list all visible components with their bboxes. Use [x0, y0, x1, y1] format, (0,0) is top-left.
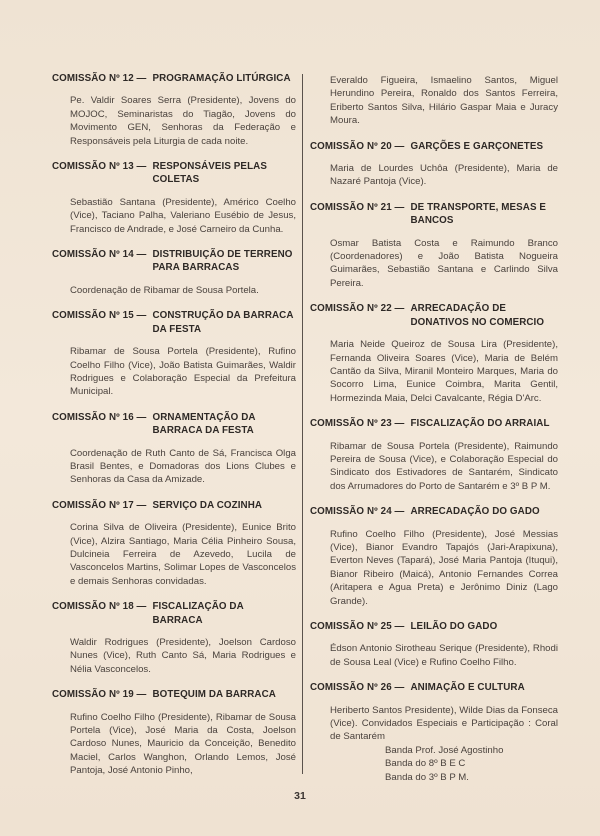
commission-12	[52, 72, 296, 148]
commission-title: ORNAMENTAÇÃO DA BARRACA DA FESTA	[152, 411, 256, 437]
section-heading	[52, 309, 296, 336]
section-heading	[52, 411, 296, 438]
commission-title: DISTRIBUIÇÃO DE TERRENO PARA BARRACAS	[152, 249, 293, 274]
section-heading	[310, 417, 558, 430]
commission-number: COMISSÃO Nº 26 —	[310, 682, 405, 694]
commission-members: Ribamar de Sousa Portela (Presidente), Rufino Coelho Filho (Vice), João Batista Guimarães, Waldir Rodrigues e Colaboração Especial da Prefeitura Municipal.	[70, 346, 296, 398]
commission-title: ARRECADAÇÃO DE DONATIVOS NO COMERCIO	[410, 303, 545, 328]
commission-number: COMISSÃO Nº 15 —	[52, 310, 147, 322]
commission-title: SERVIÇO DA COZINHA	[152, 499, 263, 511]
commission-21	[310, 201, 558, 290]
commission-title: GARÇÕES E GARÇONETES	[410, 140, 544, 152]
commission-members: Corina Silva de Oliveira (Presidente), Eunice Brito (Vice), Alzira Santiago, Maria Célia Pinheiro Sousa, Dulcineia Ferreira de Azevedo, Lucila de Vasconcelos Martins, Solimar Lopes de Vasconcelos e demais Senhoras convidadas.	[70, 522, 296, 587]
commission-18	[52, 600, 296, 676]
participant-item: Banda do 3º B P M.	[385, 771, 469, 783]
commission-19	[52, 688, 296, 777]
section-heading	[310, 302, 558, 329]
commission-members: Rufino Coelho Filho (Presidente), Ribamar de Sousa Portela (Vice), José Maria da Costa, Joelson Cardoso Nunes, Mauricio da Conceição, Benedito Maciel, Carlos Wanghon, Orlando Lemos, José Pantoja, José Antonio Pinho,	[70, 711, 296, 777]
commission-title: ARRECADAÇÃO DO GADO	[410, 506, 540, 518]
commission-title: FISCALIZAÇÃO DA BARRACA	[152, 601, 244, 626]
commission-members-text: Heriberto Santos Presidente), Wilde Dias da Fonseca (Vice). Convidados Especiais e Participação : Coral de Santarém	[330, 704, 558, 743]
page-number: 31	[294, 790, 306, 802]
commission-number: COMISSÃO Nº 16 —	[52, 411, 147, 423]
section-heading	[52, 72, 296, 85]
commission-17	[52, 499, 296, 588]
section-heading	[52, 499, 296, 512]
commission-number: COMISSÃO Nº 12 —	[52, 73, 147, 84]
right-column	[310, 74, 558, 796]
section-heading	[310, 140, 558, 153]
commission-22	[310, 302, 558, 405]
commission-number: COMISSÃO Nº 24 —	[310, 506, 405, 518]
commission-members: Ribamar de Sousa Portela (Presidente), Raimundo Pereira de Sousa (Vice), e Colaboração Especial do Sindicato dos Estivadores de Santarém, Sindicato dos Arrumadores do Porto de Santarém e 3º B P M.	[330, 440, 558, 492]
commission-number: COMISSÃO Nº 22 —	[310, 303, 405, 315]
commission-number: COMISSÃO Nº 19 —	[52, 689, 147, 701]
commission-number: COMISSÃO Nº 20 —	[310, 140, 405, 152]
commission-23	[310, 417, 558, 493]
section-heading	[310, 201, 558, 228]
section-heading	[310, 505, 558, 518]
commission-members: Pe. Valdir Soares Serra (Presidente), Jovens do MOJOC, Seminaristas do Tiagão, Jovens do Movimento GEN, Senhoras da Federação e Responsáveis pela Liturgia de cada noite.	[70, 95, 296, 147]
commission-number: COMISSÃO Nº 14 —	[52, 249, 147, 261]
commission-title: PROGRAMAÇÃO LITÚRGICA	[152, 73, 291, 84]
commission-number: COMISSÃO Nº 25 —	[310, 621, 405, 632]
commission-15	[52, 309, 296, 398]
commission-26	[310, 681, 558, 784]
continued-members: Everaldo Figueira, Ismaelino Santos, Miguel Herundino Pereira, Ronaldo dos Santos Ferreira, Eriberto Santos Silva, Hilário Gaspar Maia e Juracy Moura.	[330, 75, 558, 127]
commission-number: COMISSÃO Nº 23 —	[310, 418, 405, 430]
section-heading	[310, 681, 558, 694]
commission-title: FISCALIZAÇÃO DO ARRAIAL	[410, 418, 550, 430]
section-heading	[52, 600, 296, 627]
commission-14	[52, 248, 296, 297]
commission-members: Coordenação de Ribamar de Sousa Portela.	[70, 284, 259, 296]
commission-title: ANIMAÇÃO E CULTURA	[410, 682, 525, 694]
participant-item: Banda do 8º B E C	[385, 758, 466, 770]
commission-members: Rufino Coelho Filho (Presidente), José Messias (Vice), Bianor Evandro Tapajós (Jari-Arapixuna), Everton Neves (Tapará), José Maria Pantoja (Ituqui), Bianor Ribeiro (Maicá), Antonio Fernandes Correa (Aritapera e Agua Preta) e Jerônimo Diniz (Lago Grande).	[330, 528, 558, 607]
section-heading	[52, 248, 296, 275]
commission-members: Sebastião Santana (Presidente), Américo Coelho (Vice), Taciano Palha, Valeriano Eusébio de Jesus, Francisco de Andrade, e José Carneiro da Cunha.	[70, 196, 296, 235]
commission-title: RESPONSÁVEIS PELAS COLETAS	[152, 161, 267, 186]
commission-title: DE TRANSPORTE, MESAS E BANCOS	[410, 201, 547, 227]
left-column	[52, 72, 296, 790]
section-heading	[310, 620, 558, 633]
commission-title: LEILÃO DO GADO	[410, 621, 498, 632]
commission-members	[310, 704, 558, 784]
section-heading	[52, 160, 296, 187]
section-heading	[52, 688, 296, 701]
commission-title: CONSTRUÇÃO DA BARRACA DA FESTA	[152, 310, 294, 335]
commission-number: COMISSÃO Nº 17 —	[52, 499, 147, 511]
commission-20	[310, 140, 558, 189]
commission-number: COMISSÃO Nº 21 —	[310, 201, 405, 213]
commission-members: Maria de Lourdes Uchôa (Presidente), Maria de Nazaré Pantoja (Vice).	[330, 163, 558, 188]
commission-members: Osmar Batista Costa e Raimundo Branco (Coordenadores) e João Batista Nogueira Guimarães, Sebastião Santana e Carlindo Silva Pereira.	[330, 237, 558, 289]
commission-25	[310, 620, 558, 669]
commission-members: Maria Neide Queiroz de Sousa Lira (Presidente), Fernanda Oliveira Soares (Vice), Maria de Belém Cantão da Silva, Miranil Monteiro Marques, Maria do Socorro Lima, Eunice Coimbra, Marita Gentil, Hormezinda Maia, Delci Cavalcante, Régia D'Arc.	[330, 339, 558, 404]
commission-members: Waldir Rodrigues (Presidente), Joelson Cardoso Nunes (Vice), Ruth Canto Sá, Maria Rodrigues e Nélia Vasconcelos.	[70, 637, 296, 675]
participant-item: Banda Prof. José Agostinho	[385, 744, 504, 756]
commission-16	[52, 411, 296, 487]
commission-title: BOTEQUIM DA BARRACA	[152, 689, 276, 701]
commission-number: COMISSÃO Nº 13 —	[52, 161, 147, 173]
commission-number: COMISSÃO Nº 18 —	[52, 601, 147, 613]
commission-members: Édson Antonio Sirotheau Serique (Presidente), Rhodi de Sousa Leal (Vice) e Rufino Coelho Filho.	[330, 643, 558, 668]
commission-19-continuation	[310, 74, 558, 128]
commission-24	[310, 505, 558, 608]
column-divider	[302, 74, 303, 774]
commission-13	[52, 160, 296, 236]
commission-members: Coordenação de Ruth Canto de Sá, Francisca Olga Brasil Bentes, e Domadoras dos Lions Clubes e Senhoras da Casa da Amizade.	[70, 447, 296, 486]
